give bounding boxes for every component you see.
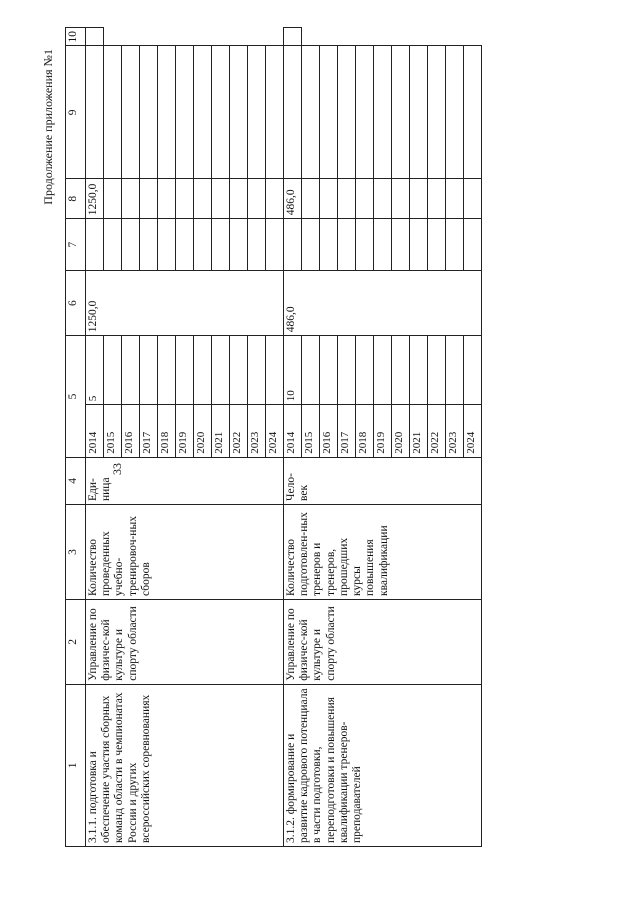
col8-cell bbox=[338, 219, 356, 271]
col9-cell bbox=[212, 179, 230, 219]
value-cell: 10 bbox=[284, 336, 302, 405]
program-table bbox=[65, 27, 482, 847]
col9-cell bbox=[320, 179, 338, 219]
col9-cell bbox=[176, 179, 194, 219]
col8-cell bbox=[356, 219, 374, 271]
year-cell: 2015 bbox=[302, 405, 320, 458]
col8-cell bbox=[302, 219, 320, 271]
year-cell: 2015 bbox=[104, 405, 122, 458]
col9-cell bbox=[86, 46, 104, 179]
year-cell: 2023 bbox=[446, 405, 464, 458]
col8-cell bbox=[374, 219, 392, 271]
col7-cell bbox=[176, 336, 194, 405]
amount-cell: 1250,0 bbox=[86, 270, 284, 335]
table-row-group bbox=[86, 28, 284, 847]
col10-cell bbox=[140, 46, 158, 179]
unit-cell: Еди-ница bbox=[86, 457, 284, 504]
col7-cell bbox=[140, 336, 158, 405]
year-cell: 2014 bbox=[284, 405, 302, 458]
col7-cell bbox=[230, 336, 248, 405]
col9-cell bbox=[410, 179, 428, 219]
col7-cell bbox=[374, 336, 392, 405]
col8-cell bbox=[140, 219, 158, 271]
page-number: 33 bbox=[110, 463, 124, 475]
col8-cell bbox=[212, 219, 230, 271]
col8-cell bbox=[464, 219, 482, 271]
col7-cell bbox=[392, 336, 410, 405]
col7-cell bbox=[104, 336, 122, 405]
col8-cell bbox=[446, 219, 464, 271]
col10-cell bbox=[374, 46, 392, 179]
column-number: 8 bbox=[66, 179, 86, 219]
col9-cell bbox=[284, 46, 302, 179]
col7-cell bbox=[464, 336, 482, 405]
col9-cell bbox=[338, 179, 356, 219]
col9-cell bbox=[446, 179, 464, 219]
year-cell: 2020 bbox=[392, 405, 410, 458]
col10-cell bbox=[230, 46, 248, 179]
year-cell: 2019 bbox=[176, 405, 194, 458]
col10-cell bbox=[410, 46, 428, 179]
column-number: 5 bbox=[66, 336, 86, 457]
year-cell: 2024 bbox=[266, 405, 284, 458]
col7-cell bbox=[86, 219, 104, 271]
year-cell: 2018 bbox=[158, 405, 176, 458]
table-row bbox=[284, 28, 302, 847]
col9-cell bbox=[248, 179, 266, 219]
col7-cell bbox=[122, 336, 140, 405]
col8-cell bbox=[230, 219, 248, 271]
col8-cell bbox=[428, 219, 446, 271]
measure-cell: 3.1.2. формирование и развитие кадрового потенциала в части подготовки, переподготовки и повышения квалификации тренеров-преподавателей bbox=[284, 684, 482, 846]
col9-cell bbox=[266, 179, 284, 219]
col10-cell bbox=[446, 46, 464, 179]
col9-cell bbox=[140, 179, 158, 219]
year-cell: 2023 bbox=[248, 405, 266, 458]
col9-cell bbox=[464, 179, 482, 219]
col7-cell bbox=[338, 336, 356, 405]
column-number: 2 bbox=[66, 599, 86, 684]
col7-cell bbox=[410, 336, 428, 405]
column-number: 1 bbox=[66, 684, 86, 846]
year-cell: 2018 bbox=[356, 405, 374, 458]
col7-cell bbox=[266, 336, 284, 405]
col10-cell bbox=[104, 46, 122, 179]
col9-cell bbox=[374, 179, 392, 219]
col10-cell bbox=[302, 46, 320, 179]
col7-cell bbox=[158, 336, 176, 405]
col10-cell bbox=[122, 46, 140, 179]
year-cell: 2014 bbox=[86, 405, 104, 458]
col9-cell bbox=[230, 179, 248, 219]
col8-cell bbox=[410, 219, 428, 271]
col8-cell: 486,0 bbox=[284, 179, 302, 219]
col10-cell bbox=[86, 28, 104, 47]
executor-cell: Управление по физичес-кой культуре и спорту области bbox=[86, 599, 284, 684]
col7-cell bbox=[320, 336, 338, 405]
col9-cell bbox=[194, 179, 212, 219]
measure-cell: 3.1.1. подготовка и обеспечение участия сборных команд области в чемпионатах России и других всероссийских соревнованиях bbox=[86, 684, 284, 846]
col10-cell bbox=[428, 46, 446, 179]
table-row-group bbox=[284, 28, 482, 847]
value-cell: 5 bbox=[86, 336, 104, 405]
column-number: 3 bbox=[66, 505, 86, 600]
year-cell: 2024 bbox=[464, 405, 482, 458]
col10-cell bbox=[356, 46, 374, 179]
col10-cell bbox=[194, 46, 212, 179]
column-number: 10 bbox=[66, 28, 86, 47]
col8-cell bbox=[158, 219, 176, 271]
col7-cell bbox=[284, 219, 302, 271]
col10-cell bbox=[158, 46, 176, 179]
col9-cell bbox=[122, 179, 140, 219]
col8-cell bbox=[266, 219, 284, 271]
col7-cell bbox=[212, 336, 230, 405]
year-cell: 2016 bbox=[122, 405, 140, 458]
col7-cell bbox=[446, 336, 464, 405]
col10-cell bbox=[338, 46, 356, 179]
amount-cell: 486,0 bbox=[284, 270, 482, 335]
year-cell: 2017 bbox=[140, 405, 158, 458]
table-header bbox=[66, 28, 86, 847]
year-cell: 2021 bbox=[212, 405, 230, 458]
table-row bbox=[86, 28, 104, 847]
col9-cell bbox=[302, 179, 320, 219]
year-cell: 2021 bbox=[410, 405, 428, 458]
year-cell: 2020 bbox=[194, 405, 212, 458]
column-number: 4 bbox=[66, 457, 86, 504]
continuation-label: Продолжение приложения №1 bbox=[41, 49, 55, 205]
col7-cell bbox=[248, 336, 266, 405]
indicator-cell: Количество подготовлен-ных тренеров и тренеров, прошедших курсы повышения квалификации bbox=[284, 505, 482, 600]
col8-cell bbox=[320, 219, 338, 271]
col10-cell bbox=[248, 46, 266, 179]
year-cell: 2017 bbox=[338, 405, 356, 458]
col9-cell bbox=[158, 179, 176, 219]
col8-cell bbox=[122, 219, 140, 271]
column-number: 9 bbox=[66, 46, 86, 179]
col10-cell bbox=[266, 46, 284, 179]
year-cell: 2016 bbox=[320, 405, 338, 458]
col9-cell bbox=[104, 179, 122, 219]
col10-cell bbox=[284, 28, 302, 47]
col8-cell: 1250,0 bbox=[86, 179, 104, 219]
col7-cell bbox=[428, 336, 446, 405]
year-cell: 2019 bbox=[374, 405, 392, 458]
col10-cell bbox=[392, 46, 410, 179]
year-cell: 2022 bbox=[230, 405, 248, 458]
column-number: 6 bbox=[66, 270, 86, 335]
col10-cell bbox=[176, 46, 194, 179]
col7-cell bbox=[194, 336, 212, 405]
col10-cell bbox=[464, 46, 482, 179]
col9-cell bbox=[428, 179, 446, 219]
executor-cell: Управление по физичес-кой культуре и спорту области bbox=[284, 599, 482, 684]
column-number-row bbox=[66, 28, 86, 847]
column-number: 7 bbox=[66, 219, 86, 271]
col9-cell bbox=[356, 179, 374, 219]
indicator-cell: Количество проведенных учебно-тренировоч-ных сборов bbox=[86, 505, 284, 600]
col9-cell bbox=[392, 179, 410, 219]
col8-cell bbox=[176, 219, 194, 271]
col7-cell bbox=[356, 336, 374, 405]
col8-cell bbox=[104, 219, 122, 271]
col8-cell bbox=[248, 219, 266, 271]
col10-cell bbox=[212, 46, 230, 179]
col7-cell bbox=[302, 336, 320, 405]
col10-cell bbox=[320, 46, 338, 179]
rotated-content bbox=[35, 27, 635, 877]
col8-cell bbox=[194, 219, 212, 271]
col8-cell bbox=[392, 219, 410, 271]
unit-cell: Чело-век bbox=[284, 457, 482, 504]
year-cell: 2022 bbox=[428, 405, 446, 458]
